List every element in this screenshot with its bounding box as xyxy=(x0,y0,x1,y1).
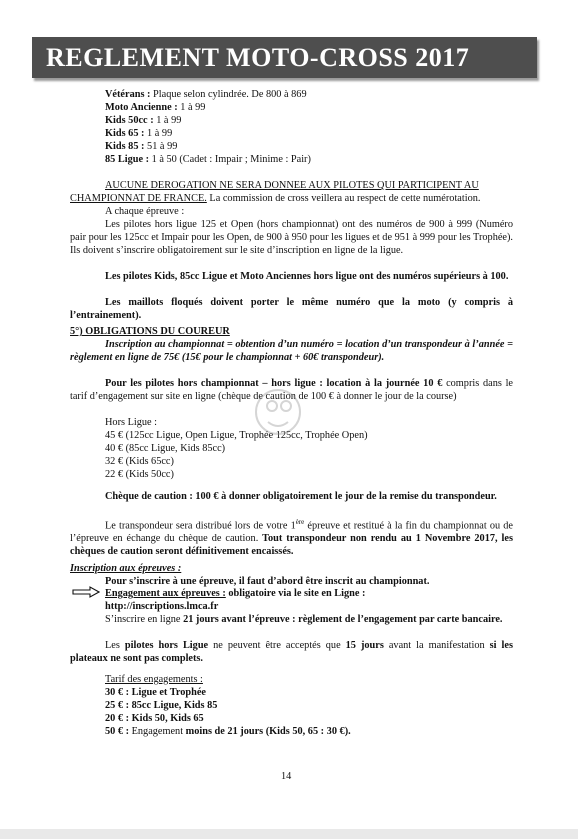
plate-value: 1 à 99 xyxy=(177,102,206,113)
hors-championnat-rest: compris dans le tarif d’engagement sur site en ligne (chèque de caution de 100 € à donner le jour de la course) xyxy=(70,378,513,402)
tarif-heading: Tarif des engagements : xyxy=(105,674,203,685)
derogation-championnat: CHAMPIONNAT DE FRANCE. xyxy=(70,193,207,204)
plate-label: Moto Ancienne : xyxy=(105,102,178,113)
inscription-delay-paragraph xyxy=(70,613,513,626)
plate-value: Plaque selon cylindrée. De 800 à 869 xyxy=(150,89,307,100)
tarif-row: 25 € : 85cc Ligue, Kids 85 xyxy=(105,700,218,711)
plate-label: 85 Ligue : xyxy=(105,154,150,165)
transp-text-b: épreuve et restitué à la fin du championnat ou de l’épreuve en échange du chèque de caution. xyxy=(70,520,513,545)
inscription-url[interactable]: http://inscriptions.lmca.fr xyxy=(105,601,219,612)
plate-line-moto-ancienne xyxy=(105,101,205,114)
price-row: 40 € (85cc Ligue, Kids 85cc) xyxy=(105,443,226,454)
tarif-row: 30 € : Ligue et Trophée xyxy=(105,687,206,698)
engagement-rest: obligatoire via le site en Ligne : xyxy=(225,588,366,599)
transp-bold: Tout transpondeur non rendu au 1 Novembre 2017, les chèques de caution seront définitivement encaissés. xyxy=(70,533,513,558)
derogation-line-2 xyxy=(70,192,480,205)
plate-label: Kids 50cc : xyxy=(105,115,154,126)
scan-edge xyxy=(0,829,578,839)
plate-label: Vétérans : xyxy=(105,89,151,100)
transpondeur-paragraph xyxy=(70,516,513,558)
plate-line-kids-65 xyxy=(105,127,172,140)
plate-line-kids-50 xyxy=(105,114,181,127)
plate-value: 51 à 99 xyxy=(144,141,178,152)
plate-line-veterans xyxy=(105,88,307,101)
page-number: 14 xyxy=(281,771,292,782)
hors-ligue-numbers-paragraph: Les pilotes hors ligue 125 et Open (hors championnat) ont des numéros de 900 à 999 (Numéro pair pour les 125cc et Impair pour les Open, de 900 à 950 pour les ligues et de 951 à 999 pour les Trophée). Ils doivent s’inscrire obligatoirement sur le site d’inscription en ligne de la ligue. xyxy=(70,219,513,256)
title-banner xyxy=(32,37,537,78)
transp-sup: ère xyxy=(295,518,305,526)
acc-f: si les plateaux ne sont pas complets. xyxy=(70,640,513,664)
plate-line-85-ligue xyxy=(105,153,311,166)
acc-d: 15 jours xyxy=(345,640,384,651)
hors-ligue-acceptance-paragraph xyxy=(70,639,513,665)
plate-line-kids-85 xyxy=(105,140,177,153)
tarif-row-last xyxy=(105,725,351,738)
inscription-heading: Inscription aux épreuves : xyxy=(70,563,182,574)
page-title: REGLEMENT MOTO-CROSS 2017 xyxy=(46,43,470,72)
hors-championnat-bold: Pour les pilotes hors championnat – hors ligue : location à la journée 10 € xyxy=(105,378,443,389)
acc-a: Les xyxy=(105,640,125,651)
plate-value: 1 à 50 (Cadet : Impair ; Minime : Pair) xyxy=(149,154,311,165)
delay-text-a: S’inscrire en ligne xyxy=(105,614,184,625)
acc-c: ne peuvent être acceptés que xyxy=(208,640,346,651)
derogation-rest: La commission de cross veillera au respect de cette numérotation. xyxy=(206,193,481,204)
maillots-paragraph: Les maillots floqués doivent porter le même numéro que la moto (y compris à l’entrainement). xyxy=(70,297,513,321)
stamp-watermark xyxy=(250,384,306,440)
plate-label: Kids 85 : xyxy=(105,141,145,152)
obligations-heading: 5°) OBLIGATIONS DU COUREUR xyxy=(70,326,230,337)
tarif-last-price: 50 € : xyxy=(105,726,130,737)
plate-label: Kids 65 : xyxy=(105,128,145,139)
inscription-line-1: Pour s’inscrire à une épreuve, il faut d’abord être inscrit au championnat. xyxy=(105,576,430,587)
acc-e: avant la manifestation xyxy=(383,640,490,651)
transp-text-a: Le transpondeur sera distribué lors de votre 1 xyxy=(105,520,296,532)
price-row: 32 € (Kids 65cc) xyxy=(105,456,174,467)
tarif-last-bold: moins de 21 jours (Kids 50, 65 : 30 €). xyxy=(185,726,351,737)
delay-text-b: 21 jours avant l’épreuve : règlement de l’engagement par carte bancaire. xyxy=(183,614,503,625)
right-arrow-icon xyxy=(72,586,100,598)
championnat-inscription-paragraph: Inscription au championnat = obtention d’un numéro = location d’un transpondeur à l’année = règlement en ligne de 75€ (15€ pour le championnat + 60€ transpondeur). xyxy=(70,339,513,363)
each-race-label: A chaque épreuve : xyxy=(105,206,185,217)
caution-paragraph: Chèque de caution : 100 € à donner obligatoirement le jour de la remise du transpondeur. xyxy=(105,491,497,502)
engagement-line xyxy=(105,587,365,600)
derogation-line-1: AUCUNE DEROGATION NE SERA DONNEE AUX PILOTES QUI PARTICIPENT AU xyxy=(105,180,479,191)
engagement-label: Engagement aux épreuves : xyxy=(105,588,226,599)
price-row: 45 € (125cc Ligue, Open Ligue, Trophée 125cc, Trophée Open) xyxy=(105,430,368,441)
plate-value: 1 à 99 xyxy=(144,128,173,139)
tarif-last-text: Engagement xyxy=(129,726,186,737)
tarif-row: 20 € : Kids 50, Kids 65 xyxy=(105,713,204,724)
price-row: 22 € (Kids 50cc) xyxy=(105,469,174,480)
acc-b: pilotes hors Ligue xyxy=(124,640,209,651)
plate-value: 1 à 99 xyxy=(153,115,182,126)
kids-numbers-paragraph: Les pilotes Kids, 85cc Ligue et Moto Anciennes hors ligue ont des numéros supérieurs à 100. xyxy=(105,271,509,282)
hors-ligue-label: Hors Ligue : xyxy=(105,417,158,428)
